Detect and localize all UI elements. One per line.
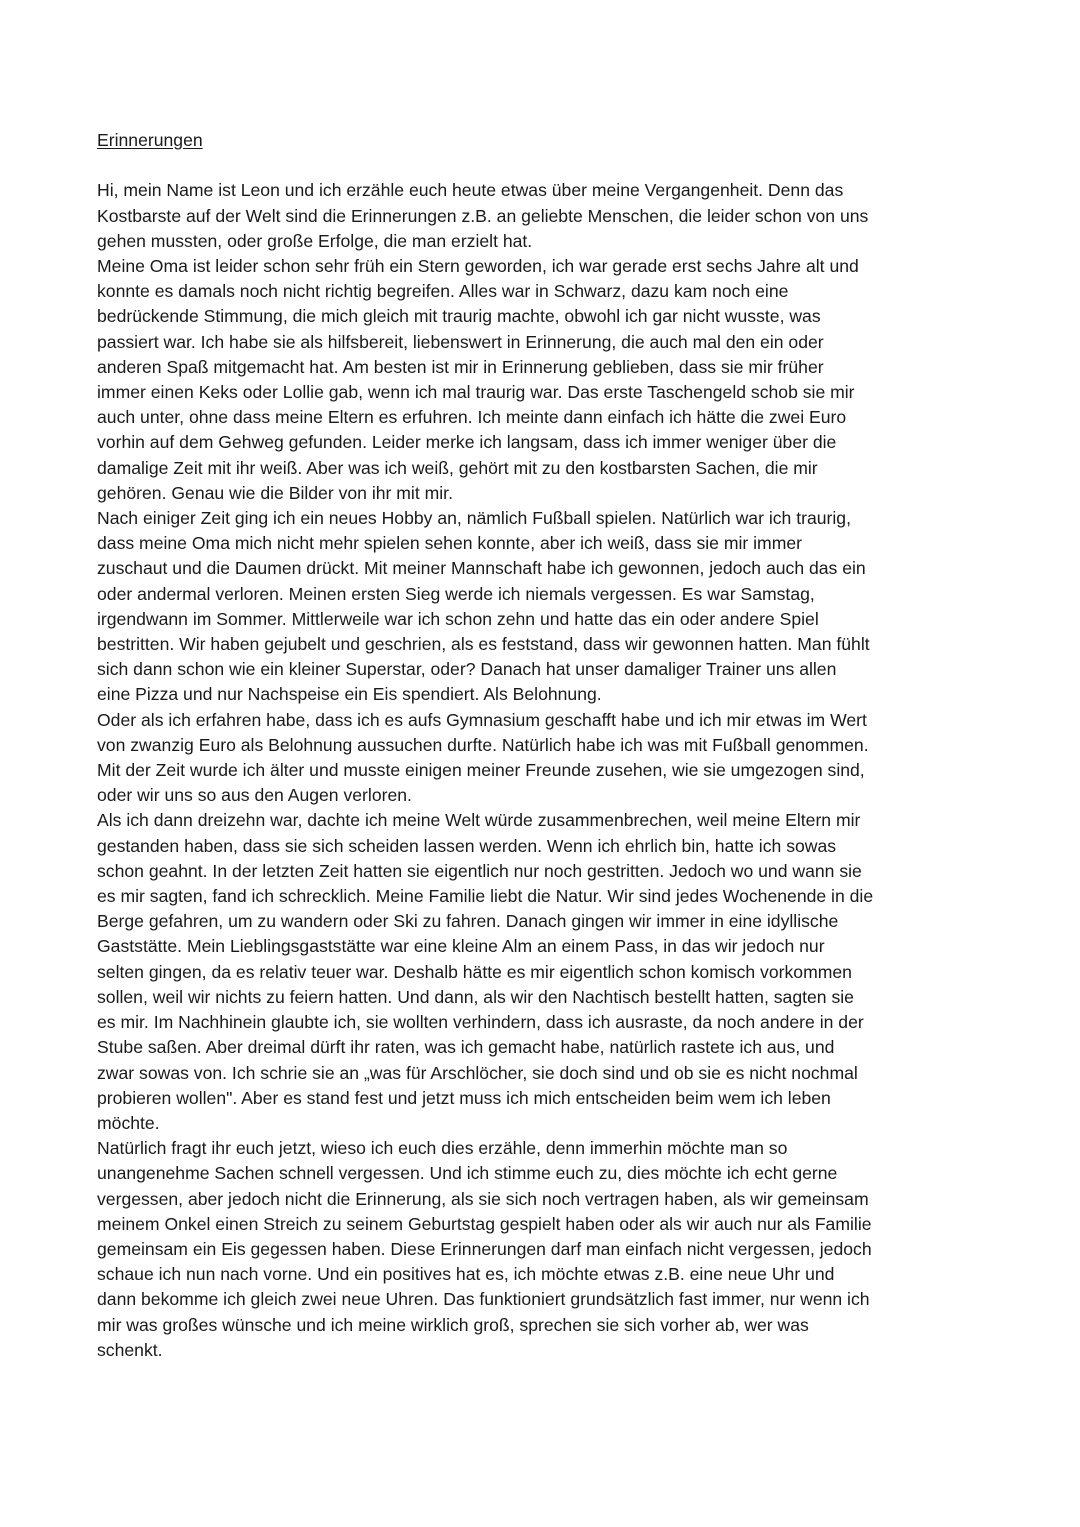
text-line: Als ich dann dreizehn war, dachte ich meine Welt würde zusammenbrechen, weil meine Eltern mir: [97, 810, 861, 831]
text-line: Nach einiger Zeit ging ich ein neues Hobby an, nämlich Fußball spielen. Natürlich war ich traurig,: [97, 508, 851, 529]
text-line: schon geahnt. In der letzten Zeit hatten sie eigentlich nur noch gestritten. Jedoch wo und wann sie: [97, 860, 862, 881]
text-line: anderen Spaß mitgemacht hat. Am besten ist mir in Erinnerung geblieben, dass sie mir früher: [97, 356, 824, 377]
text-line: passiert war. Ich habe sie als hilfsbereit, liebenswert in Erinnerung, die auch mal den ein oder: [97, 331, 824, 352]
text-line: vergessen, aber jedoch nicht die Erinnerung, als sie sich noch vertragen haben, als wir gemeinsam: [97, 1188, 869, 1209]
title-spacer: [97, 153, 997, 178]
text-line: oder wir uns so aus den Augen verloren.: [97, 785, 412, 806]
text-line: unangenehme Sachen schnell vergessen. Und ich stimme euch zu, dies möchte ich echt gerne: [97, 1163, 838, 1184]
text-line: gemeinsam ein Eis gegessen haben. Diese Erinnerungen darf man einfach nicht vergessen, jedoch: [97, 1238, 872, 1259]
text-line: möchte.: [97, 1112, 160, 1133]
text-line: schenkt.: [97, 1339, 163, 1360]
text-line: von zwanzig Euro als Belohnung aussuchen durfte. Natürlich habe ich was mit Fußball genommen.: [97, 734, 869, 755]
text-line: zwar sowas von. Ich schrie sie an „was für Arschlöcher, sie doch sind und ob sie es nicht nochmal: [97, 1062, 858, 1083]
text-line: oder andermal verloren. Meinen ersten Sieg werde ich niemals vergessen. Es war Samstag,: [97, 583, 815, 604]
text-line: bedrückende Stimmung, die mich gleich mit traurig machte, obwohl ich gar nicht wusste, was: [97, 306, 821, 327]
text-line: es mir. Im Nachhinein glaubte ich, sie wollten verhindern, dass ich ausraste, da noch andere in der: [97, 1012, 864, 1033]
text-line: dass meine Oma mich nicht mehr spielen sehen konnte, aber ich weiß, dass sie mir immer: [97, 533, 803, 554]
text-line: es mir sagten, fand ich schrecklich. Meine Familie liebt die Natur. Wir sind jedes Wochenende in die: [97, 886, 874, 907]
text-line: Kostbarste auf der Welt sind die Erinnerungen z.B. an geliebte Menschen, die leider schon von uns: [97, 205, 869, 226]
text-line: dann bekomme ich gleich zwei neue Uhren. Das funktioniert grundsätzlich fast immer, nur wenn ich: [97, 1289, 870, 1310]
text-line: Natürlich fragt ihr euch jetzt, wieso ich euch dies erzähle, denn immerhin möchte man so: [97, 1138, 788, 1159]
document-page: [97, 128, 997, 1363]
text-line: vorhin auf dem Gehweg gefunden. Leider merke ich langsam, dass ich immer weniger über die: [97, 432, 837, 453]
document-title: Erinnerungen: [97, 130, 203, 150]
text-line: irgendwann im Sommer. Mittlerweile war ich schon zehn und hatte das ein oder andere Spiel: [97, 608, 819, 629]
text-line: Berge gefahren, um zu wandern oder Ski zu fahren. Danach gingen wir immer in eine idyllische: [97, 911, 839, 932]
text-line: konnte es damals noch nicht richtig begreifen. Alles war in Schwarz, dazu kam noch eine: [97, 281, 789, 302]
text-line: auch unter, ohne dass meine Eltern es erfuhren. Ich meinte dann einfach ich hätte die zwei Euro: [97, 407, 847, 428]
document-body: [97, 178, 997, 1363]
text-line: selten gingen, da es relativ teuer war. Deshalb hätte es mir eigentlich schon komisch vorkommen: [97, 961, 852, 982]
text-line: Stube saßen. Aber dreimal dürft ihr raten, was ich gemacht habe, natürlich rastete ich aus, und: [97, 1037, 835, 1058]
text-line: mir was großes wünsche und ich meine wirklich groß, sprechen sie sich vorher ab, wer was: [97, 1314, 809, 1335]
text-line: gestanden haben, dass sie sich scheiden lassen werden. Wenn ich ehrlich bin, hatte ich sowas: [97, 835, 837, 856]
text-line: Oder als ich erfahren habe, dass ich es aufs Gymnasium geschafft habe und ich mir etwas im Wert: [97, 709, 867, 730]
text-line: meinem Onkel einen Streich zu seinem Geburtstag gespielt haben oder als wir auch nur als Familie: [97, 1213, 872, 1234]
text-line: sich dann schon wie ein kleiner Superstar, oder? Danach hat unser damaliger Trainer uns allen: [97, 659, 837, 680]
text-line: Gaststätte. Mein Lieblingsgaststätte war eine kleine Alm an einem Pass, in das wir jedoch nur: [97, 936, 825, 957]
text-line: sollen, weil wir nichts zu feiern hatten. Und dann, als wir den Nachtisch bestellt hatten, sagten sie: [97, 986, 854, 1007]
text-line: gehören. Genau wie die Bilder von ihr mit mir.: [97, 482, 453, 503]
text-line: zuschaut und die Daumen drückt. Mit meiner Mannschaft habe ich gewonnen, jedoch auch das ein: [97, 558, 866, 579]
text-line: schaue ich nun nach vorne. Und ein positives hat es, ich möchte etwas z.B. eine neue Uhr und: [97, 1264, 835, 1285]
text-line: Mit der Zeit wurde ich älter und musste einigen meiner Freunde zusehen, wie sie umgezogen sind,: [97, 760, 865, 781]
text-line: bestritten. Wir haben gejubelt und geschrien, als es feststand, dass wir gewonnen hatten. Man fühlt: [97, 634, 870, 655]
text-line: Hi, mein Name ist Leon und ich erzähle euch heute etwas über meine Vergangenheit. Denn das: [97, 180, 844, 201]
text-line: eine Pizza und nur Nachspeise ein Eis spendiert. Als Belohnung.: [97, 684, 602, 705]
text-line: gehen mussten, oder große Erfolge, die man erzielt hat.: [97, 230, 533, 251]
text-line: probieren wollen". Aber es stand fest und jetzt muss ich mich entscheiden beim wem ich leben: [97, 1087, 831, 1108]
text-line: immer einen Keks oder Lollie gab, wenn ich mal traurig war. Das erste Taschengeld schob sie mir: [97, 382, 855, 403]
text-line: damalige Zeit mit ihr weiß. Aber was ich weiß, gehört mit zu den kostbarsten Sachen, die mir: [97, 457, 818, 478]
text-line: Meine Oma ist leider schon sehr früh ein Stern geworden, ich war gerade erst sechs Jahre alt und: [97, 256, 859, 276]
